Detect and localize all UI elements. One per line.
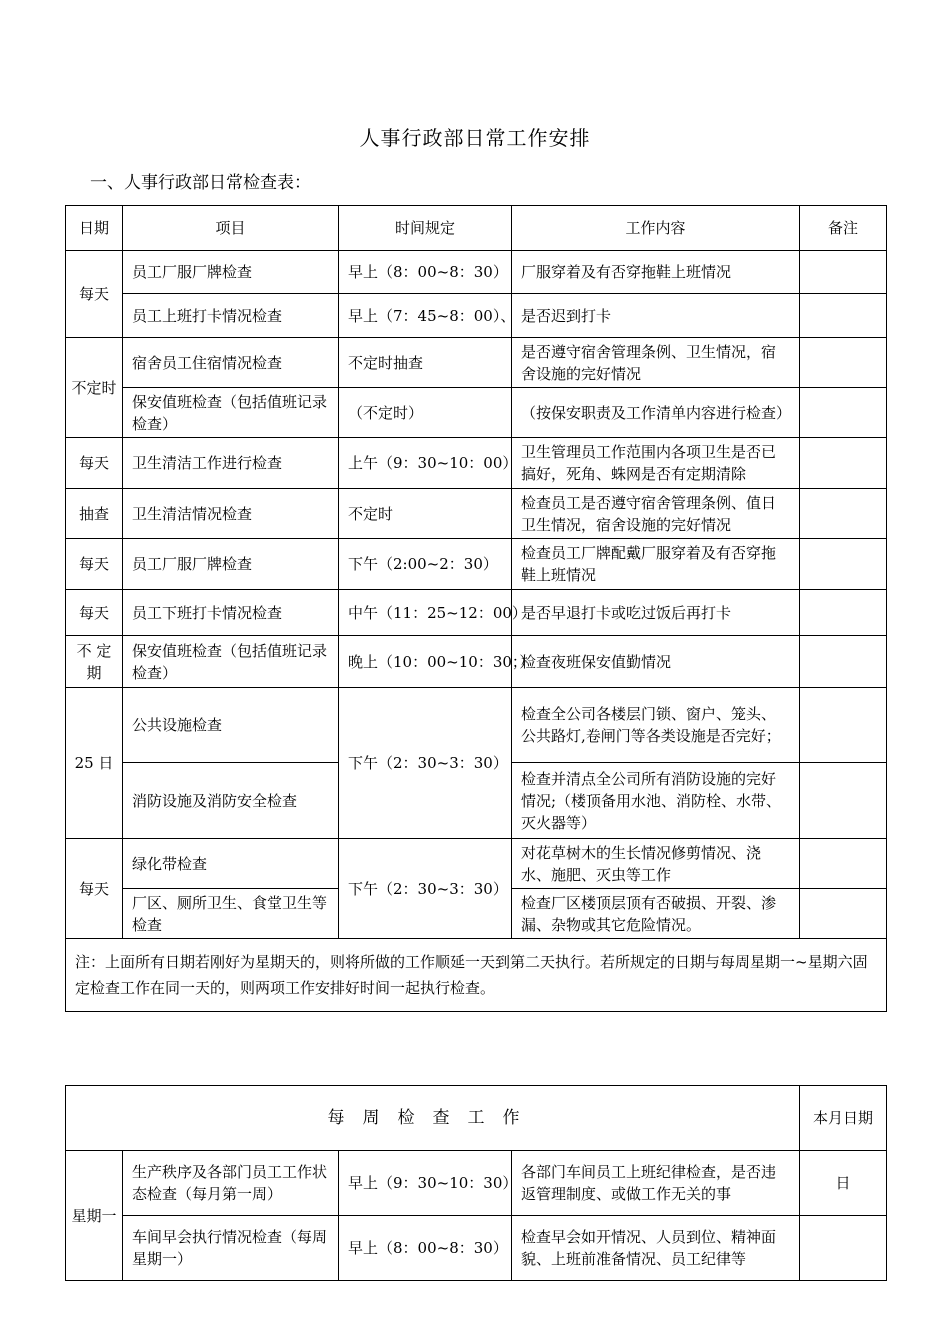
- content-cell: （按保安职责及工作清单内容进行检查）: [512, 388, 800, 438]
- content-cell: 对花草树木的生长情况修剪情况、浇水、施肥、灭虫等工作: [512, 839, 800, 889]
- remark-cell: [800, 438, 887, 489]
- content-cell: 检查全公司各楼层门锁、窗户、笼头、公共路灯,卷闸门等各类设施是否完好；: [512, 688, 800, 763]
- remark-cell: [800, 636, 887, 688]
- content-cell: 检查早会如开情况、人员到位、精神面貌、上班前准备情况、员工纪律等: [512, 1216, 800, 1281]
- time-cell: 早上（9：30~10：30）: [339, 1151, 512, 1216]
- item-cell: 员工厂服厂牌检查: [123, 251, 339, 294]
- time-cell: 下午（2：30~3：30）: [339, 688, 512, 839]
- time-cell: （不定时）: [339, 388, 512, 438]
- content-cell: 是否迟到打卡: [512, 294, 800, 338]
- table-row: [66, 251, 887, 294]
- time-cell: 下午（2:00~2：30）: [339, 539, 512, 590]
- content-cell: 卫生管理员工作范围内各项卫生是否已搞好，死角、蛛网是否有定期清除: [512, 438, 800, 489]
- header-month-date: 本月日期: [800, 1086, 887, 1151]
- weekly-header-row: [66, 1086, 887, 1151]
- remark-cell: [800, 338, 887, 388]
- time-cell: 中午（11：25~12：00）: [339, 590, 512, 636]
- date-cell: 每天: [66, 590, 123, 636]
- table-row: [66, 636, 887, 688]
- time-cell: 早上（7：45~8：00）、: [339, 294, 512, 338]
- date-cell: 不定时: [66, 338, 123, 438]
- date-cell: 每天: [66, 539, 123, 590]
- item-cell: 生产秩序及各部门员工工作状态检查（每月第一周）: [123, 1151, 339, 1216]
- date-cell: 日: [800, 1151, 887, 1216]
- date-cell: 25 日: [66, 688, 123, 839]
- remark-cell: [800, 763, 887, 839]
- item-cell: 公共设施检查: [123, 688, 339, 763]
- header-item: 项目: [123, 206, 339, 251]
- content-cell: 检查夜班保安值勤情况: [512, 636, 800, 688]
- remark-cell: [800, 251, 887, 294]
- content-cell: 是否遵守宿舍管理条例、卫生情况，宿舍设施的完好情况: [512, 338, 800, 388]
- date-cell: 抽查: [66, 489, 123, 539]
- table-row: [66, 388, 887, 438]
- section-heading: 一、人事行政部日常检查表：: [90, 173, 311, 193]
- table-row: [66, 1151, 887, 1216]
- table-header-row: [66, 206, 887, 251]
- note-row: [66, 939, 887, 1012]
- item-cell: 厂区、厕所卫生、食堂卫生等检查: [123, 889, 339, 939]
- content-cell: 检查员工是否遵守宿舍管理条例、值日卫生情况，宿舍设施的完好情况: [512, 489, 800, 539]
- date-cell: 每天: [66, 251, 123, 338]
- content-cell: 检查厂区楼顶层顶有否破损、开裂、渗漏、杂物或其它危险情况。: [512, 889, 800, 939]
- date-cell: 每天: [66, 839, 123, 939]
- time-cell: 上午（9：30~10：00）: [339, 438, 512, 489]
- table-row: [66, 839, 887, 889]
- remark-cell: [800, 388, 887, 438]
- content-cell: 检查并清点全公司所有消防设施的完好情况;（楼顶备用水池、消防栓、水带、灭火器等）: [512, 763, 800, 839]
- item-cell: 宿舍员工住宿情况检查: [123, 338, 339, 388]
- item-cell: 卫生清洁工作进行检查: [123, 438, 339, 489]
- item-cell: 卫生清洁情况检查: [123, 489, 339, 539]
- weekday-cell: 星期一: [66, 1151, 123, 1281]
- item-cell: 保安值班检查（包括值班记录检查）: [123, 388, 339, 438]
- remark-cell: [800, 489, 887, 539]
- content-cell: 各部门车间员工上班纪律检查，是否违返管理制度、或做工作无关的事: [512, 1151, 800, 1216]
- content-cell: 检查员工厂牌配戴厂服穿着及有否穿拖鞋上班情况: [512, 539, 800, 590]
- header-content: 工作内容: [512, 206, 800, 251]
- daily-inspection-table: [65, 205, 887, 1012]
- time-cell: 不定时抽查: [339, 338, 512, 388]
- item-cell: 保安值班检查（包括值班记录检查）: [123, 636, 339, 688]
- time-cell: 早上（8：00~8：30）: [339, 251, 512, 294]
- time-cell: 下午（2：30~3：30）: [339, 839, 512, 939]
- remark-cell: [800, 590, 887, 636]
- table-row: [66, 438, 887, 489]
- weekly-inspection-table: [65, 1085, 887, 1281]
- remark-cell: [800, 889, 887, 939]
- header-remark: 备注: [800, 206, 887, 251]
- time-cell: 晚上（10：00~10：30；）: [339, 636, 512, 688]
- time-cell: 不定时: [339, 489, 512, 539]
- remark-cell: [800, 839, 887, 889]
- item-cell: 绿化带检查: [123, 839, 339, 889]
- header-date: 日期: [66, 206, 123, 251]
- remark-cell: [800, 688, 887, 763]
- table-row: [66, 688, 887, 763]
- table-row: [66, 338, 887, 388]
- remark-cell: [800, 539, 887, 590]
- item-cell: 员工上班打卡情况检查: [123, 294, 339, 338]
- date-cell: 每天: [66, 438, 123, 489]
- item-cell: 员工厂服厂牌检查: [123, 539, 339, 590]
- item-cell: 车间早会执行情况检查（每周星期一）: [123, 1216, 339, 1281]
- header-time: 时间规定: [339, 206, 512, 251]
- time-cell: 早上（8：00~8：30）: [339, 1216, 512, 1281]
- note-text: 注：上面所有日期若刚好为星期天的，则将所做的工作顺延一天到第二天执行。若所规定的日期与每周星期一~星期六固定检查工作在同一天的，则两项工作安排好时间一起执行检查。: [66, 939, 887, 1012]
- item-cell: 消防设施及消防安全检查: [123, 763, 339, 839]
- content-cell: 是否早退打卡或吃过饭后再打卡: [512, 590, 800, 636]
- content-cell: 厂服穿着及有否穿拖鞋上班情况: [512, 251, 800, 294]
- table-row: [66, 590, 887, 636]
- table-row: [66, 539, 887, 590]
- item-cell: 员工下班打卡情况检查: [123, 590, 339, 636]
- weekly-title: 每周检查工作: [66, 1086, 800, 1151]
- table-row: [66, 489, 887, 539]
- table-row: [66, 1216, 887, 1281]
- date-cell: 不 定 期: [66, 636, 123, 688]
- remark-cell: [800, 294, 887, 338]
- table-row: [66, 294, 887, 338]
- document-title: 人事行政部日常工作安排: [359, 126, 591, 150]
- date-cell: [800, 1216, 887, 1281]
